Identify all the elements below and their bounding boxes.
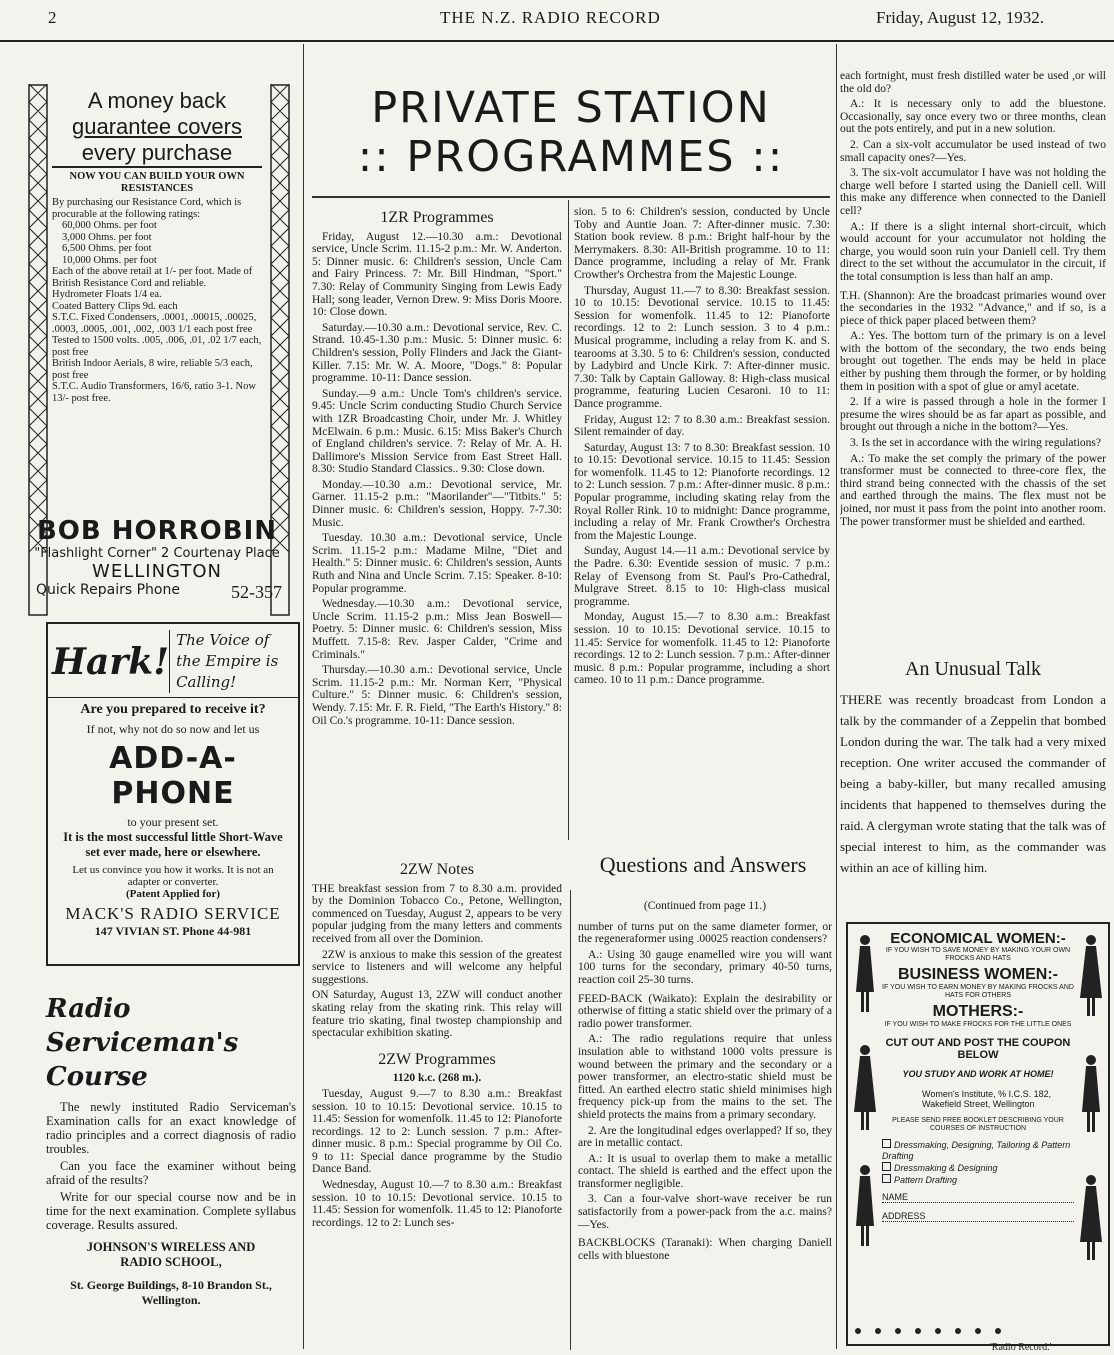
option-2[interactable] (882, 1162, 1074, 1174)
ad-credit: 'Radio Record.' (990, 1342, 1052, 1353)
izr-programmes (312, 206, 562, 840)
col4-p3: 2. Can a six-volt accumulator be used instead of two small capacity ones?—Yes. (840, 138, 1106, 164)
ratings-list (52, 220, 262, 266)
izr-wednesday: Wednesday.—10.30 a.m.: Devotional service, Uncle Scrim. 11.15-2 p.m.: Miss Jean Boswell—Poetry. 5: Dinner music. 6: Children's session, Miss Muffett. 7.15-8: Rev. Jasper Calder, "Crime and Criminals." (312, 598, 562, 661)
checkbox-icon[interactable] (882, 1139, 891, 1148)
rating-item: 10,000 Ohms. per foot (62, 254, 157, 266)
ad-aerials: British Indoor Aerials, 8 wire, reliable 5/3 each, post free (52, 358, 253, 381)
johnson-p1: The newly instituted Radio Serviceman's Examination calls for an exact knowledge of radio principles and a correct diagnosis of radio troubles. (46, 1100, 296, 1156)
qa-p1: number of turns put on the same diameter former, or the regeneraformer using .00025 reaction condensers? (578, 920, 832, 946)
business-women: BUSINESS WOMEN:- (898, 966, 1058, 983)
col3-cont: sion. 5 to 6: Children's session, conducted by Uncle Toby and Auntie Joan. 7: After-dinner music. 7.30: Station book review. 8 p.m.: Bright half-hour by the Merrymakers. 8.30: All-British programme. 10 to 11: Dance programme, including a relay of Mr. Frank Crowther's Orchestra from the Majestic Lounge. (574, 206, 830, 281)
izr-sunday: Sunday.—9 a.m.: Uncle Tom's children's service. 9.45: Uncle Scrim conducting Studio Church Service with 1ZR Broadcasting Choir, under Mr. J. Whitley McElwain. 6 p.m.: Music. 6.15: Miss Baker's Church of England children's service. 7: Relay of Mr. A. H. Dallimore's Mission Service from East Street Hall. 8.30: Studio Standard Classics.. 9.30: Close down. (312, 387, 562, 476)
course-title-3: Course (46, 1062, 148, 1092)
qa-continued: (Continued from page 11.) (643, 900, 767, 912)
macks-company: MACK'S RADIO SERVICE (65, 904, 281, 923)
paper-name: THE N.Z. RADIO RECORD (440, 8, 661, 27)
col3-monday: Monday, August 15.—7 to 8.30 a.m.: Breakfast session. 10 to 10.15: Devotional service. 10.15 to 11.45: Service for womenfolk. 11.45 to 12: Pianoforte recordings. 12 to 2: Lunch session. 7 p.m.: After-dinner music. 8 p.m.: Popular programme, including a short cameo. 10 to 11 p.m.: Dance programme. (574, 611, 830, 687)
prepared-question: Are you prepared to receive it? (80, 702, 266, 717)
qa-p3: FEED-BACK (Waikato): Explain the desirability or otherwise of fitting a static shield over the primary of a radio power transformer. (578, 992, 832, 1030)
option-1[interactable] (882, 1139, 1074, 1162)
phone-number: 52-357 (231, 582, 282, 602)
checkbox-icon[interactable] (882, 1162, 891, 1171)
fashion-figures-right (1078, 932, 1104, 1332)
macks-radio-advert (46, 622, 300, 966)
qa-p6: A.: It is usual to overlap them to make a metallic contact. The shield is earthed and the effect upon the transformer negligible. (578, 1152, 832, 1190)
col3-sunday: Sunday, August 14.—11 a.m.: Devotional service by the Padre. 6.30: Eventide session of music. 7 p.m.: Relay of Evensong from St. Paul's Pro-Cathedral, Mulgrave Street. 8.15 to 10: High-class musical programme. (574, 545, 830, 608)
institute-address: Women's Institute, % I.C.S. 182, Wakefield Street, Wellington (922, 1089, 1052, 1109)
johnson-school: JOHNSON'S WIRELESS AND RADIO SCHOOL, (86, 1240, 256, 1269)
rating-item: 6,500 Ohms. per foot (62, 243, 152, 254)
zw-prog-heading: 2ZW Programmes (378, 1050, 496, 1068)
zw-notes-p3: ON Saturday, August 13, 2ZW will conduct another skating relay from the skating rink. This relay will feature trio skating, final twostep championship and spectacular exhibition skating. (312, 989, 562, 1040)
qa-body (578, 900, 832, 1352)
rating-item: 3,000 Ohms. per foot (62, 231, 152, 243)
izr-thursday: Thursday.—10.30 a.m.: Devotional service, Uncle Scrim. 11.15-2 p.m.: Mr. Norman Kerr, "Physical Culture." 5: Dinner music. 6: Children's session, Wendy. 7.15: Mr. F. R. Field, "The Earth's History." 8: Oil Co.'s programme. 10-11: Dance session. (312, 664, 562, 727)
option-2-label: Dressmaking & Designing (894, 1163, 998, 1173)
hark-heading: Hark! (52, 640, 170, 683)
horrobin-advert (34, 84, 282, 616)
voice-of-empire: The Voice of the Empire is Calling! (169, 630, 294, 693)
page-title (318, 84, 824, 188)
column-rule (836, 44, 837, 1349)
unusual-talk-body: THERE was recently broadcast from London a talk by the commander of a Zeppelin that bombed London during the war. The talk had a very mixed reception. One writer accused the commander of being a baby-killer, but many recalled amusing incidents that happened to themselves during the raid. A clergyman wrote stating that the talk was of special interest to him, as the commander was within an ace of killing him. (840, 692, 1106, 875)
col4-p7: A.: Yes. The bottom turn of the primary is on a level with the bottom of the secondary, the two ends being brought out together. The ends may be held in place either by pushing them through the former, or by holding them in position with a spot of glue or amyl acetate. (840, 330, 1106, 393)
johnsons-advert (46, 992, 296, 1352)
col4-p2: A.: It is necessary only to add the bluestone. Occasionally, say once every two or three months, clean out the pots entirely, and put in a new solution. (840, 98, 1106, 136)
qa-col4 (840, 70, 1106, 650)
zw-notes-heading: 2ZW Notes (400, 861, 474, 878)
ad-retail: Each of the above retail at 1/- per foot. Made of British Resistance Cord and reliable. (52, 266, 253, 289)
zw-programmes-continued (574, 206, 830, 840)
col3-saturday: Saturday, August 13: 7 to 8.30: Breakfast session. 10 to 10.15: Devotional service. 10.15 to 11.45: Session for womenfolk. 11.45 to 12: Pianoforte recordings. 12 to 2: Lunch session. 7 p.m.: After-dinner music. 8 p.m.: Popular programme, including skating relay from the Royal Roller Rink. 10 to midnight: Dance programme, including a relay of Mr. Frank Crowther's Orchestra from the Majestic Lounge. (574, 441, 830, 542)
study-home: YOU STUDY AND WORK AT HOME! (902, 1069, 1054, 1079)
column-rule (303, 44, 304, 1349)
add-a-phone: ADD-A-PHONE (109, 741, 237, 811)
izr-friday: Friday, August 12.—10.30 a.m.: Devotional service, Uncle Scrim. 11.15-2 p.m.: Mr. W. Anderton. 5: Dinner music. 6: Children's session, Uncle Cam and Fairy Princess. 7: Mr. Bill Hindman, "Sport." 7.30: Relay of Community Singing from Lewis Eady Hall; song leader, Vernon Drew. 9: Miss Doris Moore. 10: Close down. (312, 230, 562, 319)
ad-headline-1: A money back (87, 88, 227, 113)
address-field[interactable]: ADDRESS (882, 1211, 1074, 1222)
course-title-2: Serviceman's (46, 1028, 239, 1058)
fashion-figures-left (852, 932, 878, 1332)
qa-p8: BACKBLOCKS (Taranaki): When charging Daniell cells with bluestone (578, 1237, 832, 1262)
ad-tested: Tested to 1500 volts. .005, .006, .01, .02 1/7 each, post free (52, 335, 262, 358)
option-1-label: Dressmaking, Designing, Tailoring & Pattern Drafting (882, 1140, 1071, 1161)
izr-saturday: Saturday.—10.30 a.m.: Devotional service, Rev. C. Strand. 10.45-1.30 p.m.: Music. 5: Dinner music. 6: Children's session, Polly Flinders and Jack the Giant-Killer. 7.15: Mr. W. A. Moore, "Dogs." 8: Popular programme. 10-11: Dance session. (312, 321, 562, 385)
unusual-talk (840, 650, 1106, 920)
izr-monday: Monday.—10.30 a.m.: Devotional service, Mr. Garner. 11.15-2 p.m.: "Maorilander"—"Titbits." 5: Dinner music. 6: Children's session, Hoppy. 7-7.30: Music. (312, 478, 562, 529)
economical-sub: IF YOU WISH TO SAVE MONEY BY MAKING YOUR OWN FROCKS AND HATS (885, 947, 1071, 962)
business-sub: IF YOU WISH TO EARN MONEY BY MAKING FROCKS AND HATS FOR OTHERS (882, 984, 1074, 999)
izr-heading: 1ZR Programmes (380, 209, 494, 226)
mothers: MOTHERS:- (932, 1003, 1024, 1020)
johnson-p3: Write for our special course now and be in time for the next examination. Complete syllabus coverage. Results assured. (46, 1190, 296, 1232)
checkbox-icon[interactable] (882, 1174, 891, 1183)
col4-p9: 3. Is the set in accordance with the wiring regulations? (850, 437, 1102, 450)
ad-clips: Coated Battery Clips 9d. each (52, 300, 178, 312)
ad-headline-3: every purchase (52, 140, 262, 168)
zw-freq: 1120 k.c. (268 m.). (392, 1072, 482, 1085)
cut-out: CUT OUT AND POST THE COUPON BELOW (885, 1037, 1071, 1061)
qa-heading: Questions and Answers (599, 852, 807, 877)
horrobin-city: WELLINGTON (92, 561, 222, 582)
send-booklet: PLEASE SEND FREE BOOKLET DESCRIBING YOUR COURSES OF INSTRUCTION (892, 1117, 1064, 1132)
johnson-address: St. George Buildings, 8-10 Brandon St., Wellington. (70, 1278, 272, 1307)
izr-tuesday: Tuesday. 10.30 a.m.: Devotional service, Uncle Scrim. 11.15-2 p.m.: Madame Milne, "Diet and Health." 5: Dinner music. 6: Children's session, Aunts Ruth and Nina and Uncle Scrim. 7.15: Speaker. 8-10: Popular programme. (312, 532, 562, 595)
option-3-label: Pattern Drafting (894, 1175, 958, 1185)
column-rule (568, 200, 569, 840)
claim: It is the most successful little Short-Wave set ever made, here or elsewhere. (63, 830, 283, 859)
ad-body: By purchasing our Resistance Cord, which is procurable at the following ratings: (52, 197, 242, 220)
qa-p5: 2. Are the longitudinal edges overlapped? If so, they are in metallic contact. (578, 1124, 832, 1150)
issue-date: Friday, August 12, 1932. (876, 8, 1044, 27)
macks-address: 147 VIVIAN ST. Phone 44-981 (94, 924, 252, 938)
dress-figure-icon (852, 932, 878, 1332)
ad-condensers: S.T.C. Fixed Condensers, .0001, .00015, .00025, .0003, .0005, .001, .002, .003 1/1 each post free (52, 312, 257, 335)
qa-p2: A.: Using 30 gauge enamelled wire you will want 100 turns for the secondary, primary 40-50 turns, reaction coil 25-30 turns. (578, 948, 832, 986)
horrobin-address: "Flashlight Corner" 2 Courtenay Place (34, 546, 280, 561)
col4-p8: 2. If a wire is passed through a hole in the former I presume the wires should be as far apart as possible, and brought out through a niche in the bottom?—Yes. (840, 396, 1106, 434)
phone-label: Quick Repairs Phone (36, 582, 180, 598)
rating-item: 60,000 Ohms. per foot (62, 220, 157, 231)
option-3[interactable] (882, 1174, 1074, 1186)
ad-headline-2: guarantee covers (72, 114, 242, 139)
economical-women: ECONOMICAL WOMEN:- (890, 930, 1066, 947)
qa-p7: 3. Can a four-valve short-wave receiver be run satisfactorily from a power-pack from the a.c. mains?—Yes. (578, 1193, 832, 1231)
page-header (0, 0, 1114, 42)
qa-header (574, 846, 832, 886)
col4-p1: each fortnight, must fresh distilled water be used ,or will the old do? (840, 70, 1106, 95)
figure-row-icon (852, 1327, 1052, 1341)
horrobin-name: BOB HORROBIN (36, 516, 278, 546)
johnson-p2: Can you face the examiner without being afraid of the results? (46, 1159, 296, 1187)
col4-p5: A.: If there is a slight internal short-circuit, which would account for your accumulator not holding the charge, you would soon ruin your Daniell cell. Try them direct to the set without the accumulator in the circuit, if the total consumption is less than half an amp. (840, 220, 1106, 283)
if-not: If not, why not do so now and let us (86, 722, 260, 736)
figures-bottom-row (852, 1326, 1102, 1340)
qa-p4: A.: The radio regulations require that unless insulation able to withstand 1000 volts pressure is wound between the primary and the secondary or a power transformer, an electro-static shield must be fitted. An earthed electro static shield minimises high frequency pick-up from the mains to the set. The shield protects the mains from a primary secondary. (578, 1033, 832, 1121)
present-set: to your present set. (127, 815, 219, 829)
mothers-sub: IF YOU WISH TO MAKE FROCKS FOR THE LITTLE ONES (884, 1021, 1072, 1028)
ad-transformers: S.T.C. Audio Transformers, 16/6, ratio 3-1. Now 13/- post free. (52, 381, 256, 404)
womens-institute-advert (846, 922, 1110, 1346)
ad-sub: NOW YOU CAN BUILD YOUR OWN RESISTANCES (69, 171, 245, 194)
zw-notes-p2: 2ZW is anxious to make this session of the greatest service to listeners and will welcome any helpful suggestions. (312, 948, 562, 986)
col3-thursday: Thursday, August 11.—7 to 8.30: Breakfast session. 10 to 10.15: Devotional service. 10.15 to 11.45: Session for womenfolk. 11.45 to 12: Pianoforte recordings. 12 to 2: Lunch session. 3 to 4 p.m.: Musical programme, including a relay from K. and S. tearooms at 3.30. 5 to 6: Children's session, conducted by Ladybird and Uncle Kirk. 7: After-dinner music. 7.30: Talk by Captain Galloway. 8: High-class musical programme, featuring Lucien Cesaroni. 10 to 11: Dance programme. (574, 284, 830, 410)
col4-p6: T.H. (Shannon): Are the broadcast primaries wound over the secondaries in the 1932 "Advance," and if so, is a piece of thick paper placed between them? (840, 289, 1106, 327)
ad-hydro: Hydrometer Floats 1/4 ea. (52, 289, 162, 300)
col4-p4: 3. The six-volt accumulator I have was not holding the charge well before I started using the Daniell cell. Will this make any difference when connected to the Daniell cell? (840, 167, 1106, 217)
zw-prog-wednesday: Wednesday, August 10.—7 to 8.30 a.m.: Breakfast session. 10 to 10.15: Devotional service. 10.15 to 11.45: Session for womenfolk. 11.45 to 12: Pianoforte recordings. 12 to 2: Lunch ses- (312, 1179, 562, 1229)
convince: Let us convince you how it works. It is not an adapter or converter. (72, 864, 274, 888)
zw-notes-p1: THE breakfast session from 7 to 8.30 a.m. provided by the Dominion Tobacco Co., Petone, Wellington, commenced on Tuesday, August 2, appears to be very popular judging from the many letters and comments received from all over the Dominion. (312, 882, 562, 945)
col3-friday: Friday, August 12: 7 to 8.30 a.m.: Breakfast session. Silent remainder of day. (574, 413, 830, 439)
column-rule (570, 890, 571, 1350)
zw-notes (312, 858, 562, 1352)
name-field[interactable]: NAME (882, 1192, 1074, 1203)
title-line-2: :: PROGRAMMES :: (357, 132, 785, 182)
title-rule (312, 196, 830, 198)
patent: (Patent Applied for) (125, 888, 221, 900)
title-line-1: PRIVATE STATION (371, 83, 771, 133)
dress-figure-icon (1078, 932, 1104, 1332)
page-number: 2 (48, 8, 57, 27)
course-title-1: Radio (46, 994, 131, 1024)
unusual-talk-heading: An Unusual Talk (905, 658, 1041, 680)
zw-prog-tuesday: Tuesday, August 9.—7 to 8.30 a.m.: Breakfast session. 10 to 10.15: Devotional service. 10.15 to 11.45: Session for womenfolk. 11.45 to 12: Pianoforte recordings. 12 to 2: Lunch session. 7 p.m.: After-dinner music. 8 p.m.: Special programme by Oil Co. 9 to 11: Special dance programme by the Studio Dance Band. (312, 1087, 562, 1176)
col4-p10: A.: To make the set comply the primary of the power transformer must be connected to three-core flex, the third strand being connected with the chassis of the set and earthed through the mains. The flex must not be joined, nor must it pass from the point into another room. The power transformer must be shielded and earthed. (840, 452, 1106, 528)
